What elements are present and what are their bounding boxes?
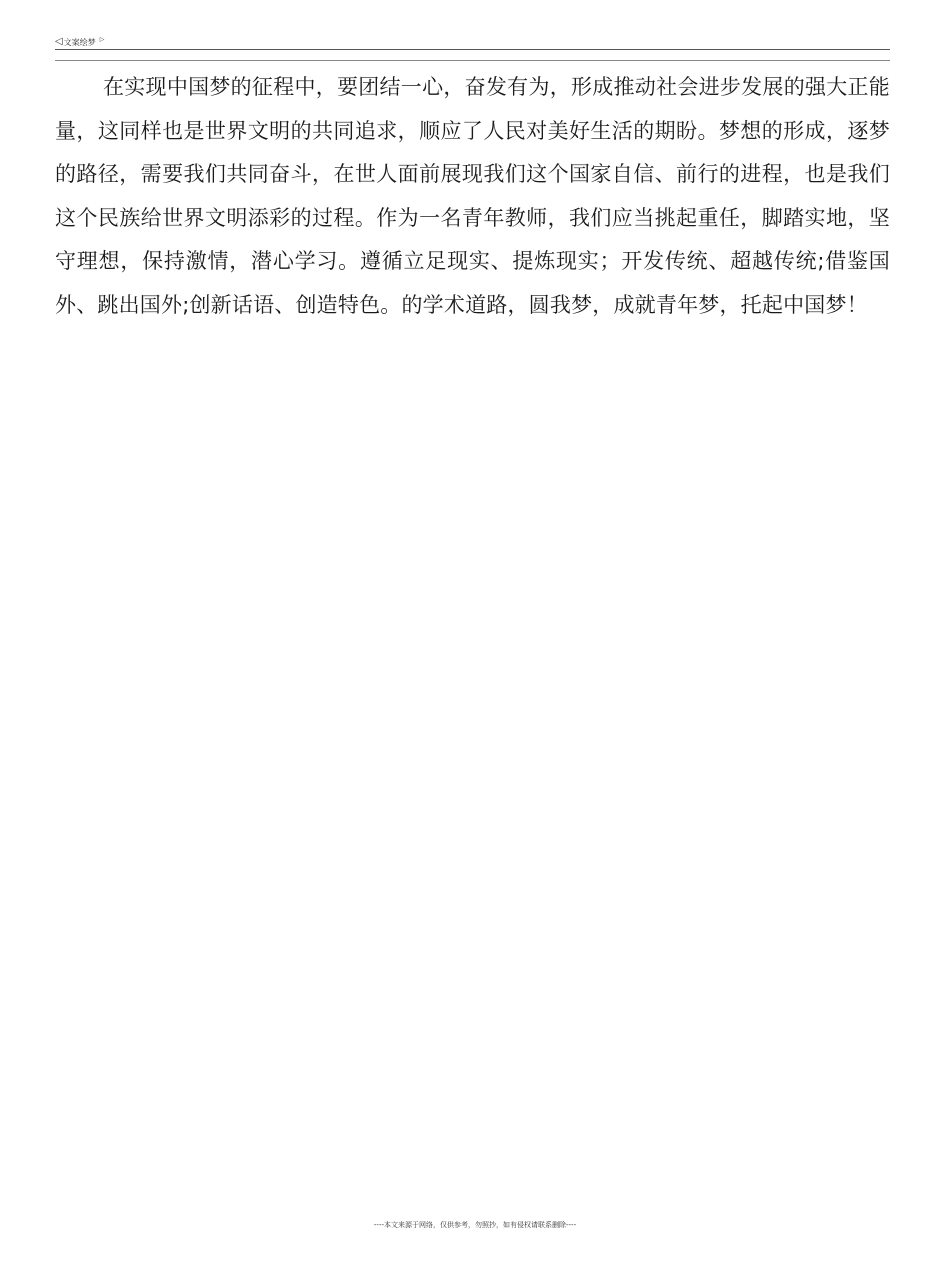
- header-left-mark: ◁: [55, 36, 63, 47]
- header-rule-bottom: [55, 60, 890, 61]
- body-paragraph: 在实现中国梦的征程中，要团结一心，奋发有为，形成推动社会进步发展的强大正能量，这同样也是世界文明的共同追求，顺应了人民对美好生活的期盼。梦想的形成，逐梦的路径，需要我们共同奋斗，在世人面前展现我们这个国家自信、前行的进程，也是我们这个民族给世界文明添彩的过程。作为一名青年教师，我们应当挑起重任，脚踏实地，坚守理想，保持激情，潜心学习。遵循立足现实、提炼现实；开发传统、超越传统;借鉴国外、跳出国外;创新话语、创造特色。的学术道路，圆我梦，成就青年梦，托起中国梦！: [55, 75, 890, 317]
- header-right-mark: ▷: [99, 36, 105, 43]
- page-header: [55, 36, 104, 48]
- header-title: 文案绘梦: [63, 37, 96, 47]
- header-rule-top: [55, 49, 890, 50]
- page-footer-note: ----本文来源于网络，仅供参考，勿照抄，如有侵权请联系删除----: [373, 1221, 577, 1229]
